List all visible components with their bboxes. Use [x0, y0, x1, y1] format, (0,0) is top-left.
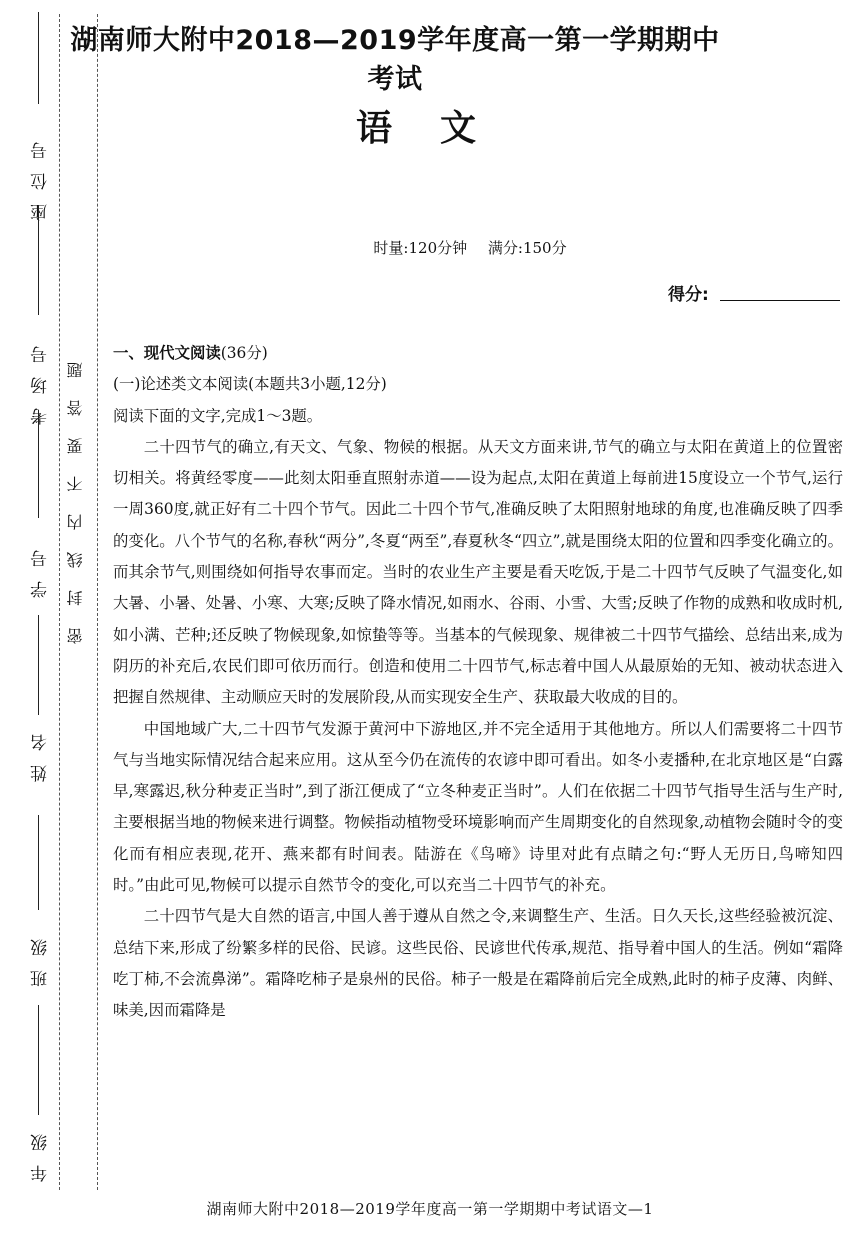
- exam-info: [100, 237, 840, 258]
- section-heading-text: 一、现代文阅读: [113, 344, 221, 362]
- full-score: 满分:150分: [487, 239, 567, 257]
- page-footer: 湖南师大附中2018—2019学年度高一第一学期期中考试语文—1: [206, 1200, 654, 1218]
- field-line-room: [38, 205, 39, 315]
- field-label-student-id: 学号: [31, 536, 51, 598]
- field-label-class: 班级: [31, 925, 51, 987]
- field-label-grade: 年级: [31, 1120, 51, 1182]
- section-points: (36分): [220, 344, 268, 362]
- dashed-seal-line-outer: [97, 14, 98, 1190]
- seal-notice: 密封线内不要答题: [66, 340, 85, 644]
- field-label-seat: 座位号: [31, 128, 51, 221]
- field-line-class: [38, 815, 39, 910]
- paragraph-1: 二十四节气的确立,有天文、气象、物候的根据。从天文方面来讲,节气的确立与太阳在黄道上的位置密切相关。将黄经零度——此刻太阳垂直照射赤道——设为起点,太阳在黄道上每前进15度设立一个节气,运行一周360度,就正好有二十四个节气。因此二十四个节气,准确反映了太阳照射地球的角度,也准确反映了四季的变化。八个节气的名称,春秋“两分”,冬夏“两至”,春夏秋冬“四立”,就是围绕太阳的位置和四季变化确立的。而其余节气,则围绕如何指导农事而定。当时的农业生产主要是看天吃饭,于是二十四节气反映了气温变化,如大暑、小暑、处暑、小寒、大寒;反映了降水情况,如雨水、谷雨、小雪、大雪;反映了作物的成熟和收成时机,如小满、芒种;还反映了物候现象,如惊蛰等等。当基本的气候现象、规律被二十四节气描绘、总结出来,成为阴历的补充后,农民们即可依历而行。创造和使用二十四节气,标志着中国人从最原始的无知、被动状态进入把握自然规律、主动顺应天时的发展阶段,从而实现安全生产、获取最大收成的目的。: [113, 437, 843, 707]
- time-limit: 时量:120分钟: [373, 239, 468, 257]
- sub-heading: (一)论述类文本阅读(本题共3小题,12分): [113, 375, 387, 394]
- dashed-seal-line: [59, 14, 60, 1190]
- field-line-name: [38, 615, 39, 715]
- binding-margin: [0, 0, 100, 1190]
- paragraph-3: 二十四节气是大自然的语言,中国人善于遵从自然之令,来调整生产、生活。日久天长,这些经验被沉淀、总结下来,形成了纷繁多样的民俗、民谚。这些民俗、民谚世代传承,规范、指导着中国人的生活。例如“霜降吃丁柿,不会流鼻涕”。霜降吃柿子是泉州的民俗。柿子一般是在霜降前后完全成熟,此时的柿子皮薄、肉鲜、味美,因而霜降是: [113, 907, 843, 1020]
- score-label: 得分:: [668, 285, 709, 305]
- field-label-name: 姓名: [31, 720, 51, 782]
- field-line-grade: [38, 1005, 39, 1115]
- exam-title: 湖南师大附中2018—2019学年度高一第一学期期中考试: [70, 25, 720, 95]
- subject-title: 语文: [355, 108, 524, 149]
- field-line-seat: [38, 12, 39, 104]
- score-blank: [720, 300, 840, 301]
- paragraph-2: 中国地域广大,二十四节气发源于黄河中下游地区,并不完全适用于其他地方。所以人们需要将二十四节气与当地实际情况结合起来应用。这从至今仍在流传的农谚中即可看出。如冬小麦播种,在北京地区是“白露早,寒露迟,秋分种麦正当时”,到了浙江便成了“立冬种麦正当时”。人们在依据二十四节气指导生活与生产时,主要根据当地的物候来进行调整。物候指动植物受环境影响而产生周期变化的自然现象,动植物会随时令的变化而有相应表现,花开、燕来都有时间表。陆游在《鸟啼》诗里对此有点睛之句:“野人无历日,鸟啼知四时。”由此可见,物候可以提示自然节令的变化,可以充当二十四节气的补充。: [113, 719, 843, 895]
- instruction: 阅读下面的文字,完成1～3题。: [113, 406, 323, 425]
- field-label-room: 考场号: [31, 332, 51, 425]
- field-line-student-id: [38, 410, 39, 518]
- section-heading: [113, 338, 843, 369]
- reading-section: [113, 338, 843, 1027]
